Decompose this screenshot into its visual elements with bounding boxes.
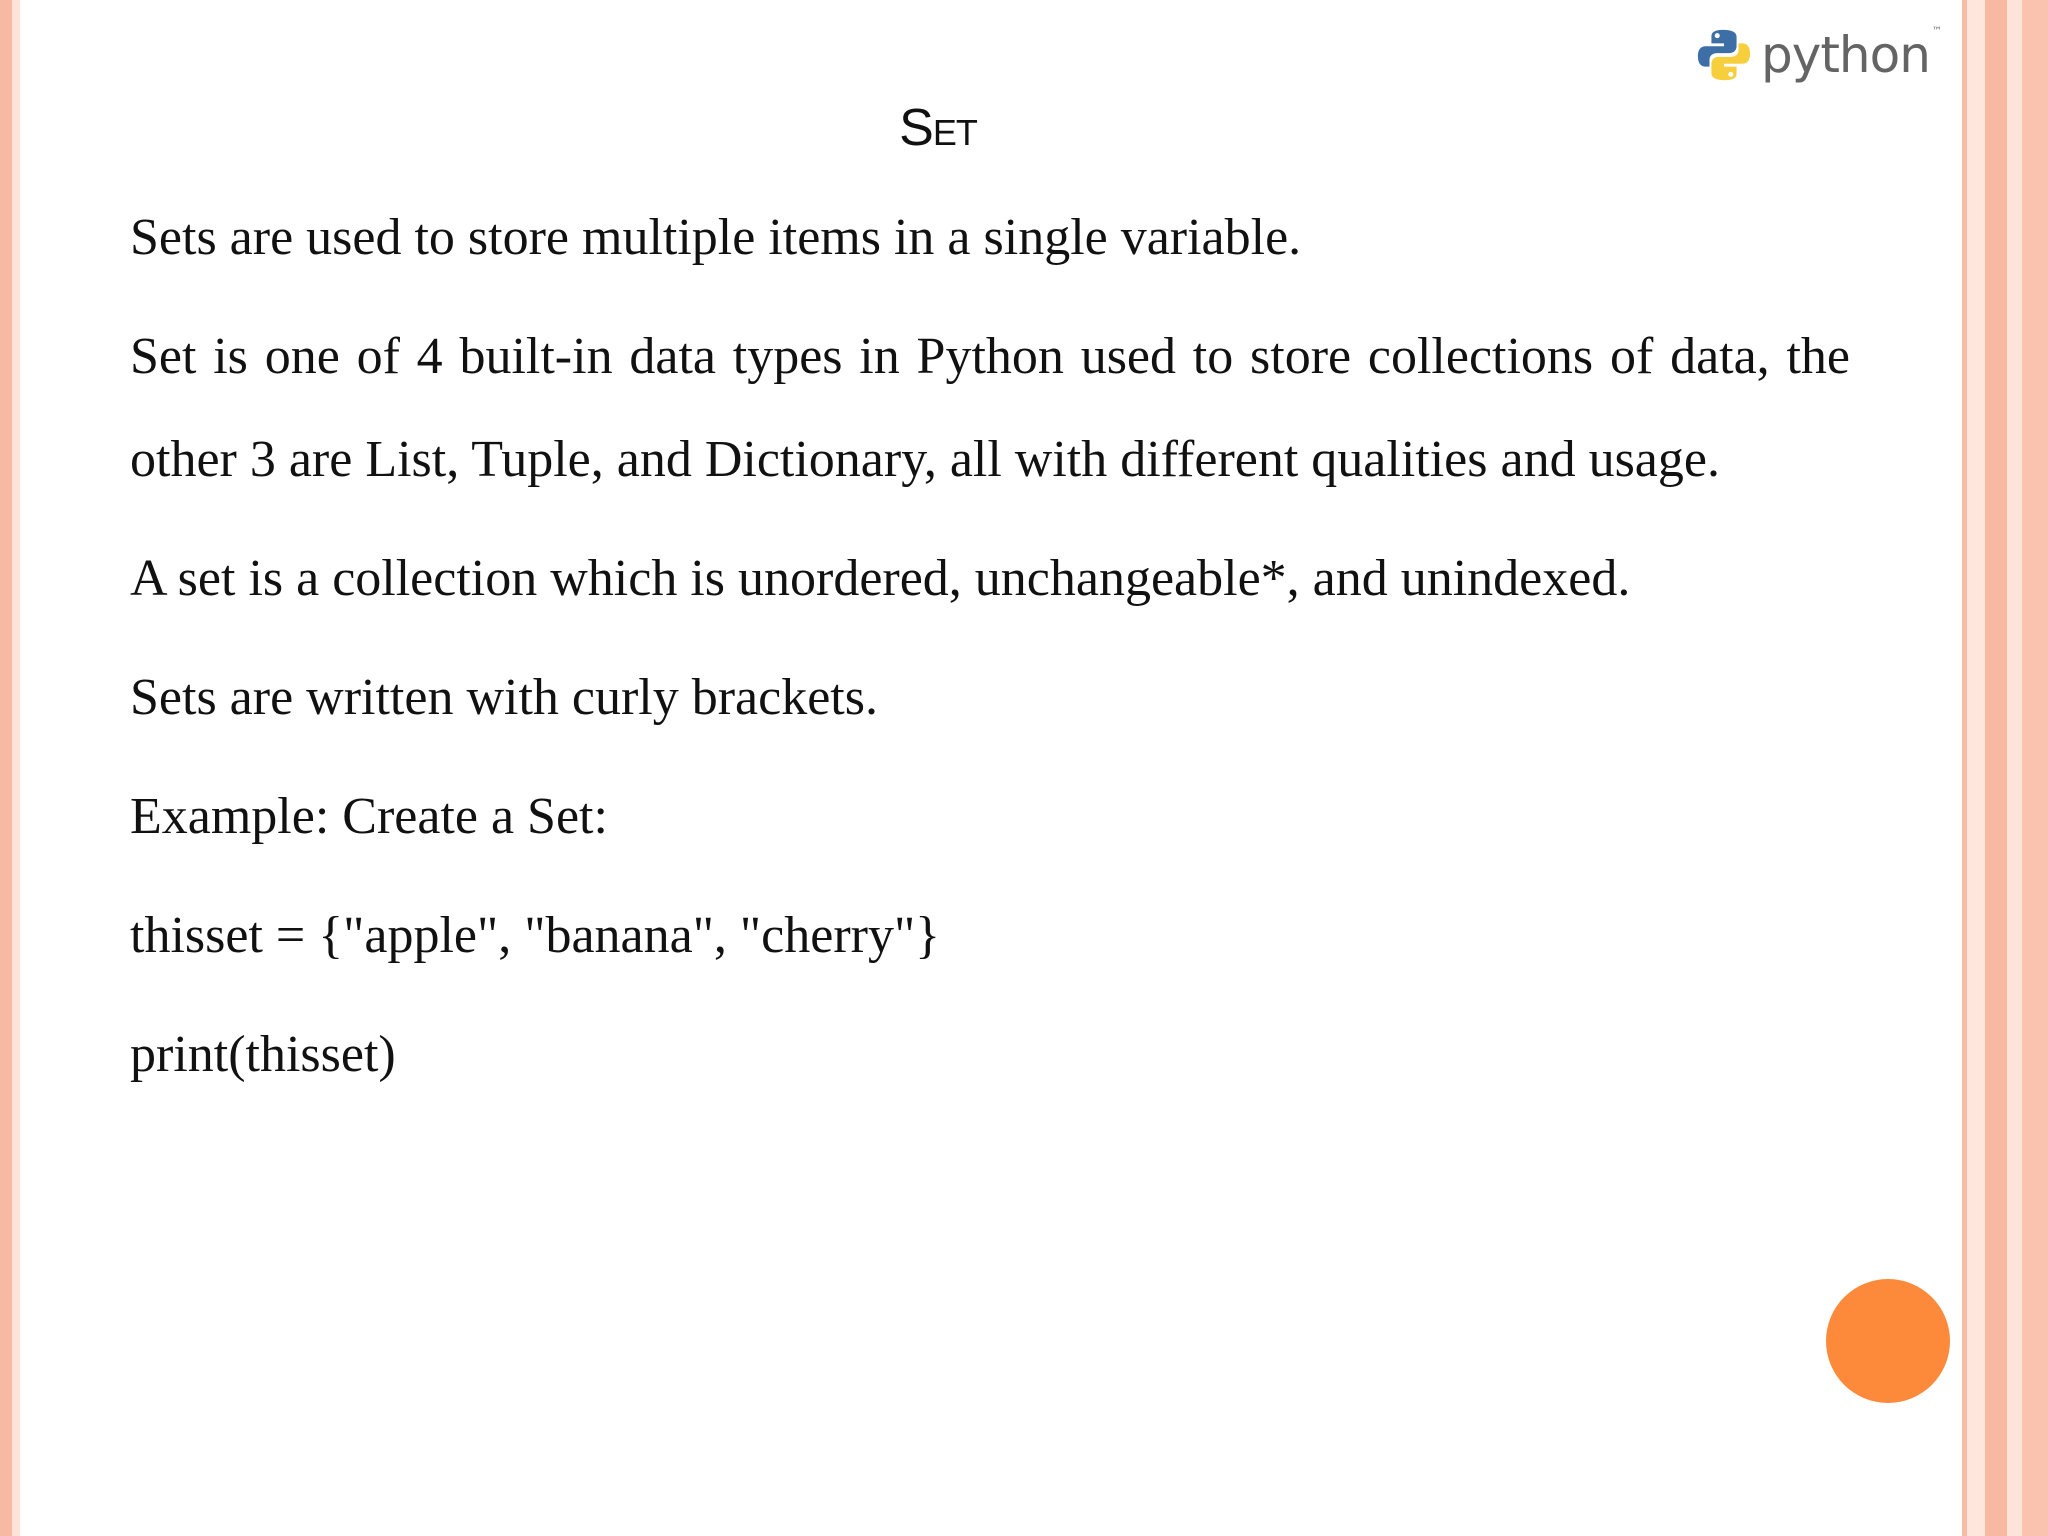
code-line-print: print(thisset)	[130, 1026, 396, 1083]
right-border-stripe-light	[2007, 0, 2022, 1536]
paragraph-curly-brackets: Sets are written with curly brackets.	[130, 669, 878, 726]
paragraph-example-heading: Example: Create a Set:	[130, 788, 608, 845]
slide-body	[130, 200, 1850, 1136]
python-logo-icon	[1695, 26, 1753, 84]
slide-title: Set	[899, 99, 977, 157]
paragraph-data-types: Set is one of 4 built-in data types in Python used to store collections of data, the other 3 are List, Tuple, and Dictionary, all with different qualities and usage.	[130, 328, 1850, 488]
python-logo-text: python	[1761, 26, 1930, 84]
right-border-gap	[1967, 0, 1985, 1536]
left-border-stripe-light	[12, 0, 20, 1536]
paragraph-set-definition: A set is a collection which is unordered, unchangeable*, and unindexed.	[130, 550, 1631, 607]
right-border-stripe	[1985, 0, 2007, 1536]
paragraph-sets-intro: Sets are used to store multiple items in a single variable.	[130, 209, 1302, 266]
code-line-assignment: thisset = {"apple", "banana", "cherry"}	[130, 907, 941, 964]
orange-circle-decoration	[1826, 1279, 1950, 1403]
trademark-symbol: ™	[1931, 26, 1942, 37]
right-border-outer-stripe	[2022, 0, 2048, 1536]
left-border-stripe	[0, 0, 12, 1536]
python-logo	[1695, 16, 1942, 94]
